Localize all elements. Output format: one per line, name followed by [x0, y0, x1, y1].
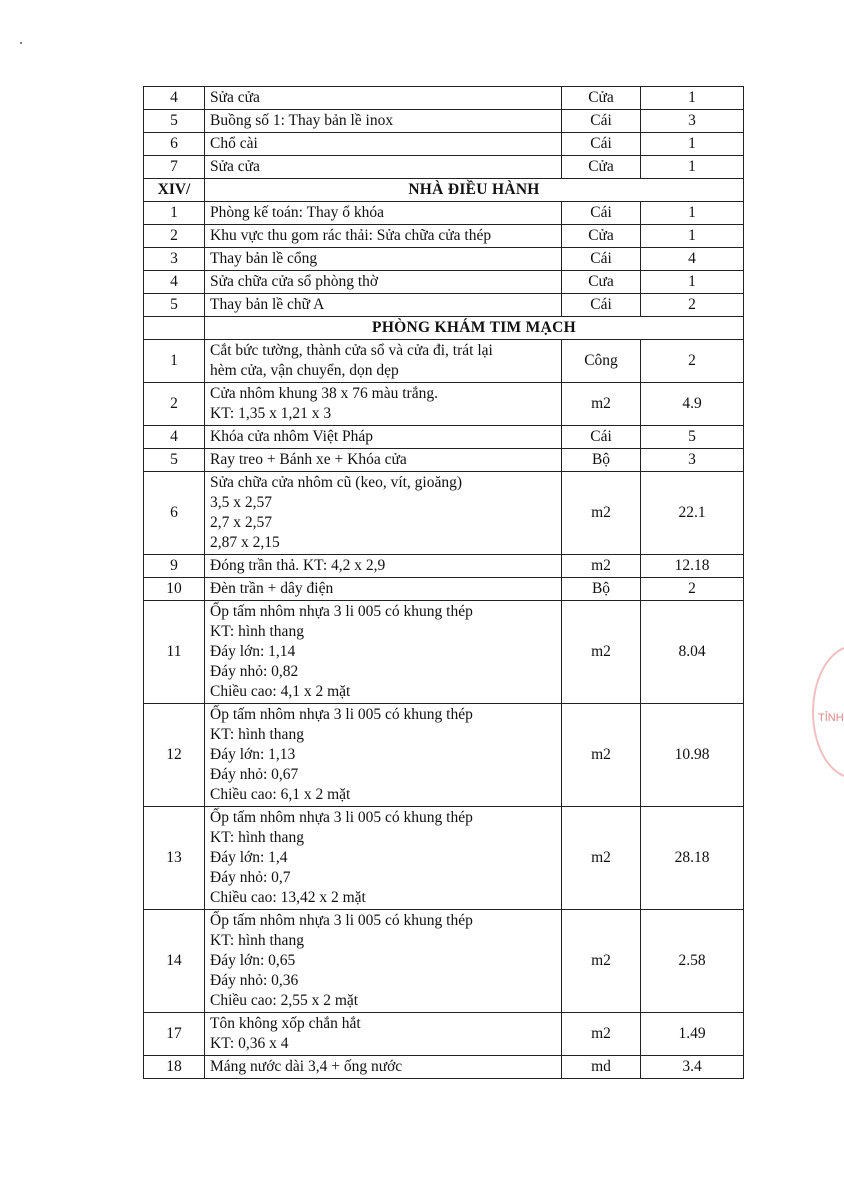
item-unit: Cưa	[562, 271, 641, 294]
description-line: KT: 0,36 x 4	[210, 1035, 289, 1052]
item-description	[205, 704, 562, 807]
item-description	[205, 133, 562, 156]
table-body	[144, 87, 744, 1079]
description-line: Đáy lớn: 0,65	[210, 952, 296, 969]
item-quantity: 2	[641, 340, 744, 383]
description-line: 2,7 x 2,57	[210, 514, 272, 531]
item-quantity: 28.18	[641, 807, 744, 910]
description-line: Chổ cài	[210, 135, 258, 152]
description-line: Đáy nhỏ: 0,67	[210, 766, 299, 783]
item-unit: Cái	[562, 294, 641, 317]
item-description	[205, 156, 562, 179]
section-number	[144, 317, 205, 340]
table-row	[144, 340, 744, 383]
section-title: PHÒNG KHÁM TIM MẠCH	[205, 317, 744, 340]
item-description	[205, 87, 562, 110]
item-description	[205, 340, 562, 383]
table-row	[144, 87, 744, 110]
item-description	[205, 1013, 562, 1056]
item-unit: Cửa	[562, 156, 641, 179]
item-number: 4	[144, 87, 205, 110]
table-row	[144, 601, 744, 704]
item-quantity: 1	[641, 225, 744, 248]
item-description	[205, 426, 562, 449]
description-line: Đáy nhỏ: 0,82	[210, 663, 299, 680]
description-line: KT: hình thang	[210, 726, 304, 743]
table-row	[144, 555, 744, 578]
item-quantity: 8.04	[641, 601, 744, 704]
description-line: KT: hình thang	[210, 623, 304, 640]
item-number: 1	[144, 340, 205, 383]
scan-speck	[20, 42, 22, 44]
table-row	[144, 225, 744, 248]
item-quantity: 12.18	[641, 555, 744, 578]
item-unit: m2	[562, 704, 641, 807]
item-number: 17	[144, 1013, 205, 1056]
item-unit: Bộ	[562, 578, 641, 601]
table-row	[144, 1056, 744, 1079]
description-line: Đáy lớn: 1,14	[210, 643, 296, 660]
table-row	[144, 472, 744, 555]
item-description	[205, 578, 562, 601]
description-line: KT: 1,35 x 1,21 x 3	[210, 405, 332, 422]
stamp-text: TỈNH	[818, 712, 844, 724]
table-row	[144, 704, 744, 807]
table-row	[144, 578, 744, 601]
item-quantity: 5	[641, 426, 744, 449]
description-line: Sửa cửa	[210, 158, 260, 175]
item-quantity: 1	[641, 133, 744, 156]
section-title: NHÀ ĐIỀU HÀNH	[205, 179, 744, 202]
item-quantity: 10.98	[641, 704, 744, 807]
materials-table	[143, 86, 744, 1079]
item-description	[205, 1056, 562, 1079]
item-number: 2	[144, 383, 205, 426]
item-quantity: 1	[641, 87, 744, 110]
item-unit: m2	[562, 1013, 641, 1056]
table-row	[144, 1013, 744, 1056]
table-row	[144, 156, 744, 179]
item-number: 6	[144, 472, 205, 555]
description-line: Đáy lớn: 1,13	[210, 746, 296, 763]
table-row	[144, 110, 744, 133]
item-description	[205, 472, 562, 555]
table-row	[144, 449, 744, 472]
item-number: 9	[144, 555, 205, 578]
description-line: Ray treo + Bánh xe + Khóa cửa	[210, 451, 407, 468]
description-line: KT: hình thang	[210, 932, 304, 949]
item-quantity: 22.1	[641, 472, 744, 555]
item-quantity: 1.49	[641, 1013, 744, 1056]
description-line: Đèn trần + dây điện	[210, 580, 334, 597]
section-header-row	[144, 179, 744, 202]
description-line: Cửa nhôm khung 38 x 76 màu trắng.	[210, 385, 438, 402]
description-line: Thay bản lề chữ A	[210, 296, 325, 313]
item-number: 14	[144, 910, 205, 1013]
item-description	[205, 110, 562, 133]
item-unit: Cái	[562, 133, 641, 156]
item-unit: m2	[562, 383, 641, 426]
item-description	[205, 271, 562, 294]
item-description	[205, 910, 562, 1013]
description-line: Khóa cửa nhôm Việt Pháp	[210, 428, 374, 445]
table-row	[144, 202, 744, 225]
item-description	[205, 601, 562, 704]
item-description	[205, 225, 562, 248]
description-line: Chiều cao: 2,55 x 2 mặt	[210, 992, 359, 1009]
item-number: 11	[144, 601, 205, 704]
item-number: 13	[144, 807, 205, 910]
item-number: 18	[144, 1056, 205, 1079]
item-quantity: 1	[641, 156, 744, 179]
item-number: 3	[144, 248, 205, 271]
item-unit: Cái	[562, 248, 641, 271]
description-line: Phòng kế toán: Thay ổ khóa	[210, 204, 385, 221]
description-line: 2,87 x 2,15	[210, 534, 280, 551]
table-row	[144, 294, 744, 317]
item-description	[205, 294, 562, 317]
item-unit: m2	[562, 807, 641, 910]
item-unit: Cái	[562, 110, 641, 133]
item-unit: m2	[562, 601, 641, 704]
item-description	[205, 555, 562, 578]
item-unit: Cái	[562, 202, 641, 225]
description-line: Buồng số 1: Thay bản lề inox	[210, 112, 394, 129]
item-quantity: 4.9	[641, 383, 744, 426]
description-line: Chiều cao: 4,1 x 2 mặt	[210, 683, 351, 700]
section-number: XIV/	[144, 179, 205, 202]
description-line: Khu vực thu gom rác thải: Sửa chữa cửa thép	[210, 227, 492, 244]
table-row	[144, 271, 744, 294]
item-description	[205, 248, 562, 271]
table-row	[144, 248, 744, 271]
description-line: Đóng trần thả. KT: 4,2 x 2,9	[210, 557, 386, 574]
description-line: Ốp tấm nhôm nhựa 3 li 005 có khung thép	[210, 603, 473, 620]
description-line: KT: hình thang	[210, 829, 304, 846]
description-line: Ốp tấm nhôm nhựa 3 li 005 có khung thép	[210, 809, 473, 826]
item-number: 5	[144, 110, 205, 133]
description-line: Ốp tấm nhôm nhựa 3 li 005 có khung thép	[210, 706, 473, 723]
item-quantity: 2.58	[641, 910, 744, 1013]
table-row	[144, 133, 744, 156]
table-row	[144, 383, 744, 426]
description-line: Máng nước dài 3,4 + ống nước	[210, 1058, 403, 1075]
item-unit: Cửa	[562, 225, 641, 248]
item-quantity: 3	[641, 110, 744, 133]
description-line: Đáy nhỏ: 0,7	[210, 869, 291, 886]
description-line: Cắt bức tường, thành cửa sổ và cửa đi, trát lại	[210, 342, 493, 359]
description-line: 3,5 x 2,57	[210, 494, 272, 511]
description-line: hèm cửa, vận chuyển, dọn dẹp	[210, 362, 399, 379]
item-number: 4	[144, 426, 205, 449]
item-unit: m2	[562, 910, 641, 1013]
item-quantity: 1	[641, 202, 744, 225]
item-unit: Cửa	[562, 87, 641, 110]
item-number: 4	[144, 271, 205, 294]
item-number: 5	[144, 449, 205, 472]
table-row	[144, 807, 744, 910]
item-quantity: 4	[641, 248, 744, 271]
item-number: 10	[144, 578, 205, 601]
description-line: Chiều cao: 6,1 x 2 mặt	[210, 786, 351, 803]
table-row	[144, 426, 744, 449]
item-quantity: 3	[641, 449, 744, 472]
item-unit: m2	[562, 472, 641, 555]
description-line: Sửa chữa cửa sổ phòng thờ	[210, 273, 379, 290]
table-row	[144, 910, 744, 1013]
item-number: 7	[144, 156, 205, 179]
description-line: Thay bản lề cổng	[210, 250, 318, 267]
item-number: 12	[144, 704, 205, 807]
description-line: Tôn không xốp chắn hắt	[210, 1015, 361, 1032]
item-number: 5	[144, 294, 205, 317]
item-description	[205, 449, 562, 472]
item-quantity: 2	[641, 294, 744, 317]
item-unit: Bộ	[562, 449, 641, 472]
description-line: Sửa cửa	[210, 89, 260, 106]
item-quantity: 3.4	[641, 1056, 744, 1079]
item-unit: md	[562, 1056, 641, 1079]
description-line: Đáy nhỏ: 0,36	[210, 972, 299, 989]
item-unit: Công	[562, 340, 641, 383]
item-number: 6	[144, 133, 205, 156]
item-description	[205, 202, 562, 225]
item-number: 1	[144, 202, 205, 225]
item-unit: Cái	[562, 426, 641, 449]
description-line: Ốp tấm nhôm nhựa 3 li 005 có khung thép	[210, 912, 473, 929]
description-line: Đáy lớn: 1,4	[210, 849, 288, 866]
item-description	[205, 383, 562, 426]
item-quantity: 1	[641, 271, 744, 294]
item-description	[205, 807, 562, 910]
item-quantity: 2	[641, 578, 744, 601]
section-header-row	[144, 317, 744, 340]
document-page	[143, 86, 743, 1079]
item-number: 2	[144, 225, 205, 248]
description-line: Sửa chữa cửa nhôm cũ (keo, vít, gioăng)	[210, 474, 463, 491]
item-unit: m2	[562, 555, 641, 578]
description-line: Chiều cao: 13,42 x 2 mặt	[210, 889, 366, 906]
